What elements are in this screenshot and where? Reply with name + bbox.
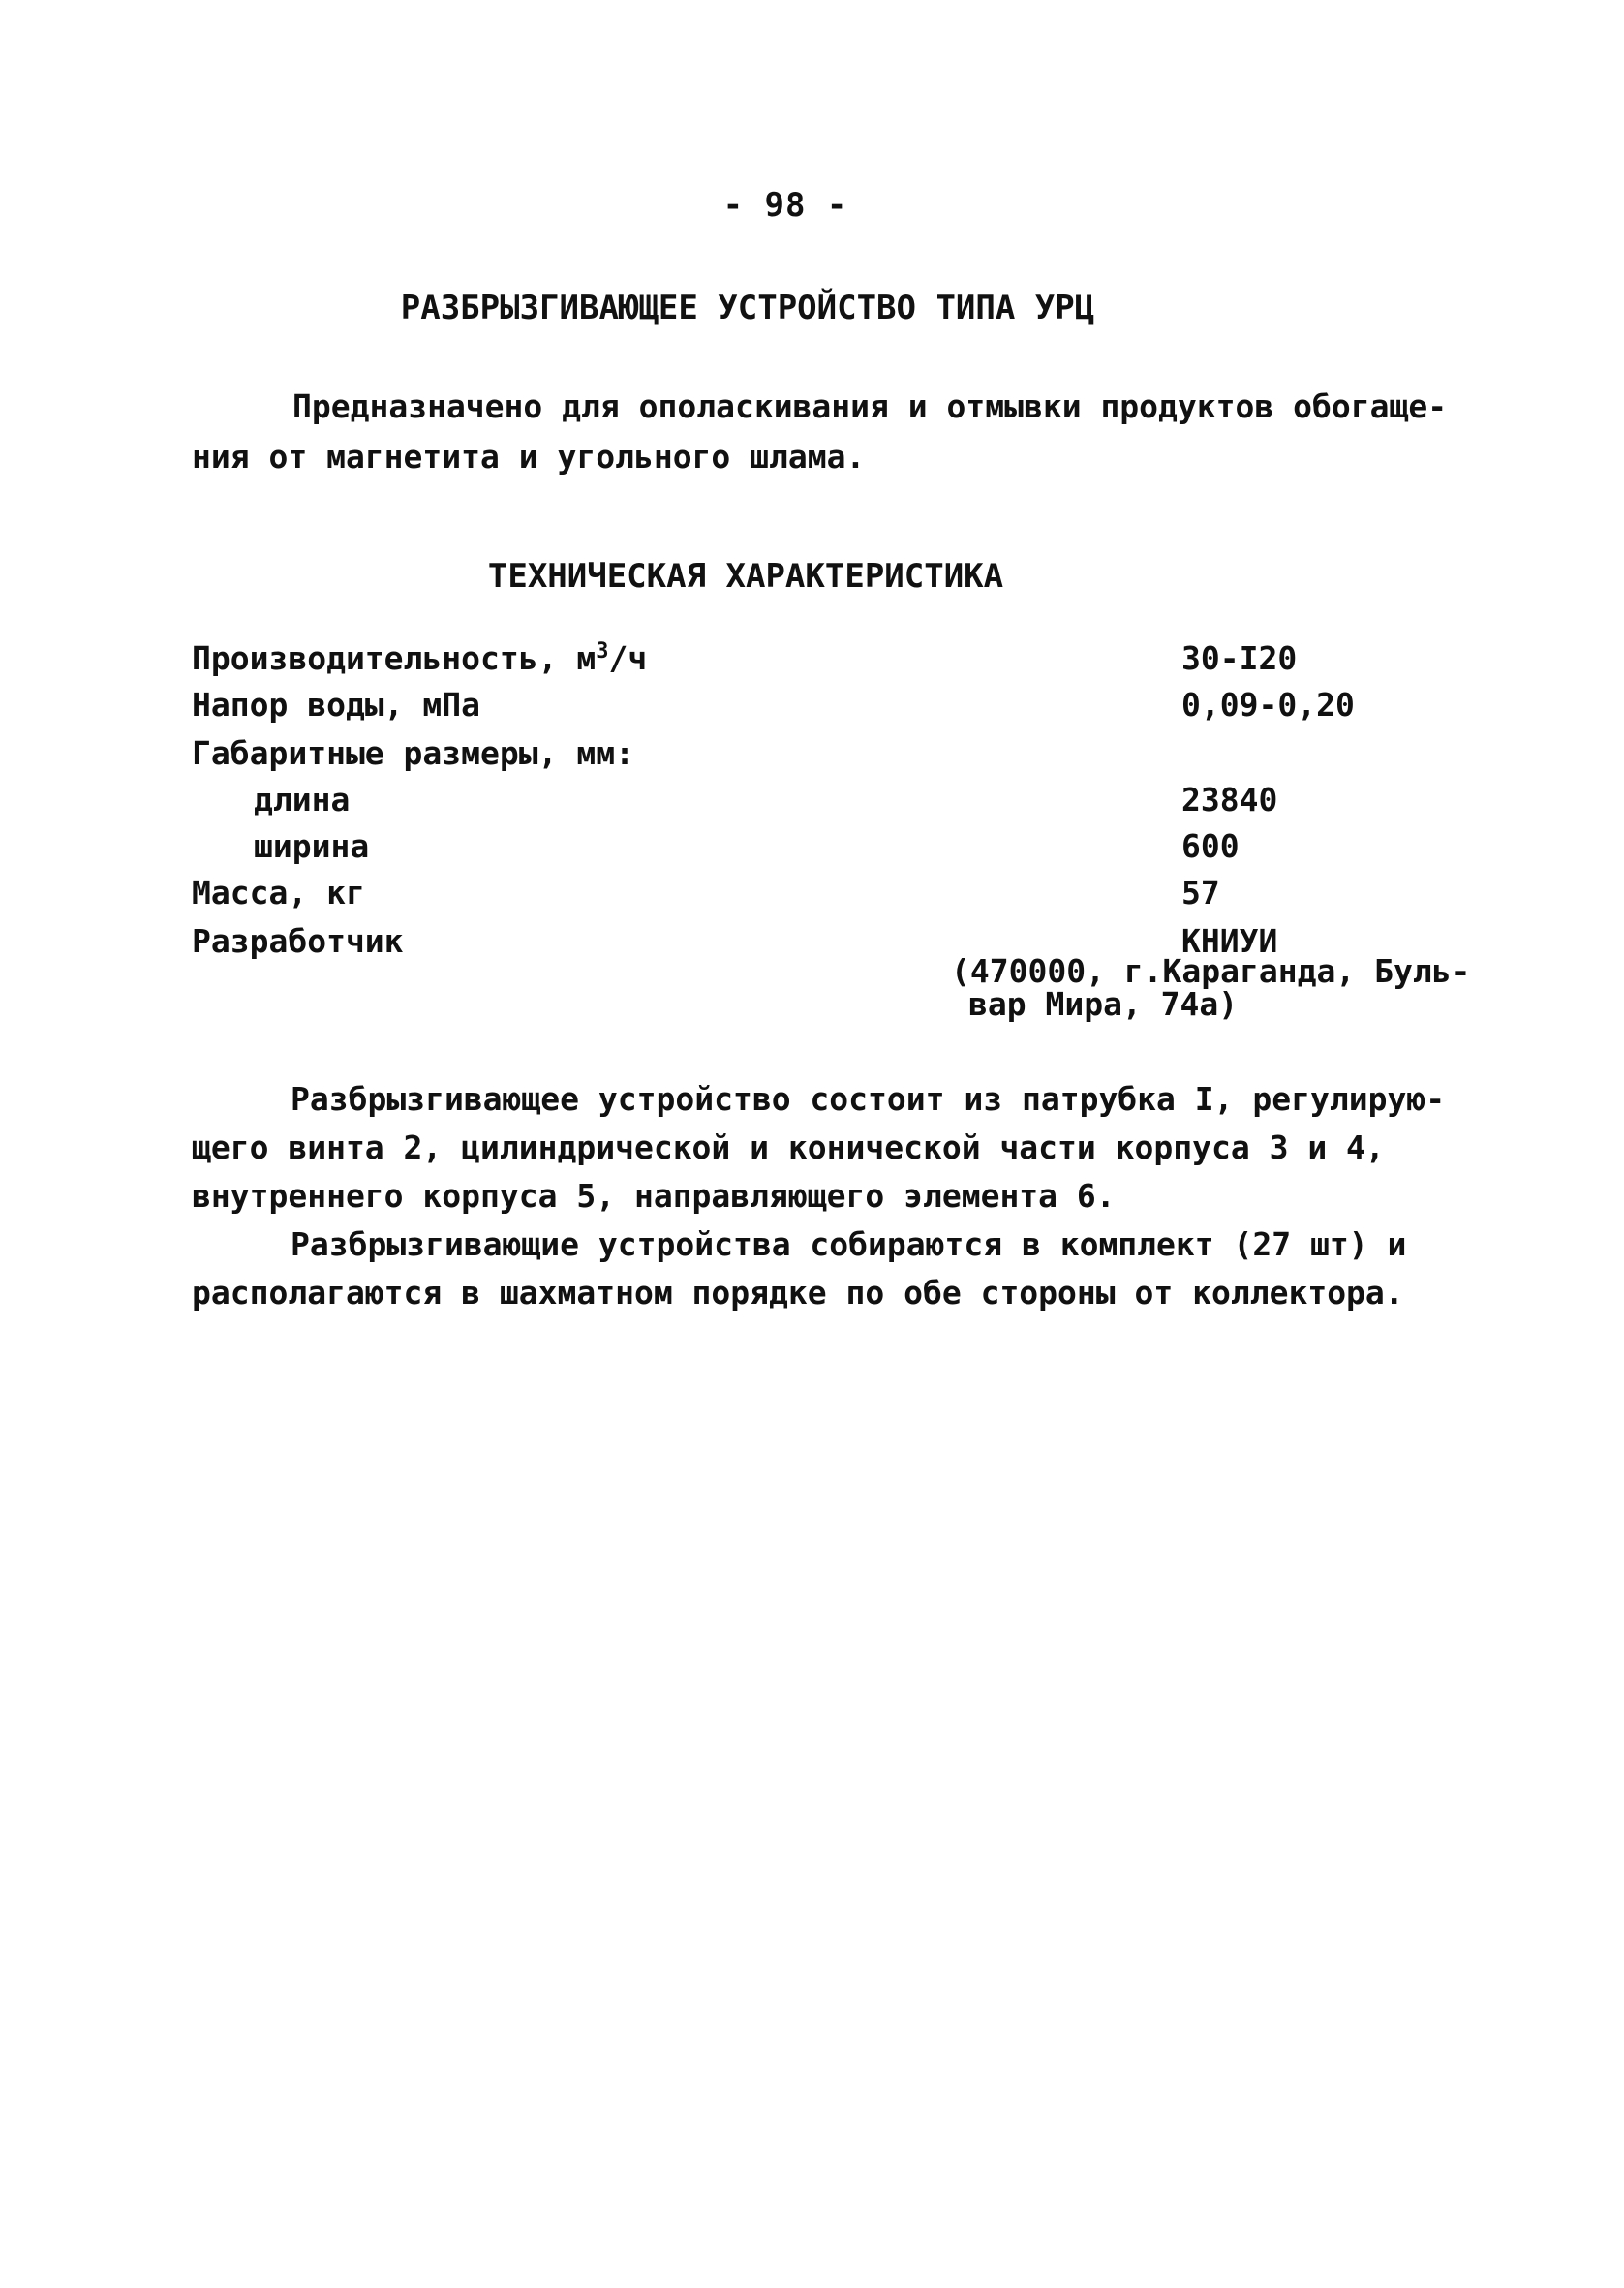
spec-value-productivity: 30-I20 xyxy=(1181,639,1298,677)
description-line-4: Разбрызгивающие устройства собираются в комплект (27 шт) и xyxy=(291,1225,1407,1263)
intro-line-1: Предназначено для ополаскивания и отмывки продуктов обогаще- xyxy=(292,387,1448,425)
spec-value-length: 23840 xyxy=(1181,781,1278,819)
description-line-3: внутреннего корпуса 5, направляющего элемента 6. xyxy=(192,1177,1116,1215)
spec-label-water-pressure: Напор воды, мПа xyxy=(192,686,481,724)
description-line-1: Разбрызгивающее устройство состоит из патрубка I, регулирую- xyxy=(291,1080,1446,1118)
productivity-label-text: Производительность, м xyxy=(192,639,597,677)
page-number: - 98 - xyxy=(722,186,848,225)
spec-value-mass: 57 xyxy=(1181,874,1220,912)
description-line-5: располагаются в шахматном порядке по обе стороны от коллектора. xyxy=(192,1274,1404,1312)
description-line-2: щего винта 2, цилиндрической и конической части корпуса 3 и 4, xyxy=(192,1129,1385,1166)
spec-label-developer: Разработчик xyxy=(192,922,404,960)
spec-label-length: длина xyxy=(254,781,351,819)
spec-label-mass: Масса, кг xyxy=(192,874,365,912)
spec-label-productivity xyxy=(192,639,647,677)
spec-label-width: ширина xyxy=(254,827,370,865)
productivity-label-sup: 3 xyxy=(596,639,609,664)
spec-value-water-pressure: 0,09-0,20 xyxy=(1181,686,1355,724)
developer-address-line-1: (470000, г.Караганда, Буль- xyxy=(951,952,1471,990)
spec-label-dimensions: Габаритные размеры, мм: xyxy=(192,734,634,772)
specs-heading: ТЕХНИЧЕСКАЯ ХАРАКТЕРИСТИКА xyxy=(487,557,1004,596)
productivity-label-unit: /ч xyxy=(608,639,648,677)
spec-value-width: 600 xyxy=(1181,827,1240,865)
developer-address-line-2: вар Мира, 74а) xyxy=(968,985,1239,1023)
spec-value-developer: КНИУИ xyxy=(1181,922,1278,960)
page-title: РАЗБРЫЗГИВАЮЩЕЕ УСТРОЙСТВО ТИПА УРЦ xyxy=(400,289,1095,327)
intro-line-2: ния от магнетита и угольного шлама. xyxy=(192,438,866,476)
